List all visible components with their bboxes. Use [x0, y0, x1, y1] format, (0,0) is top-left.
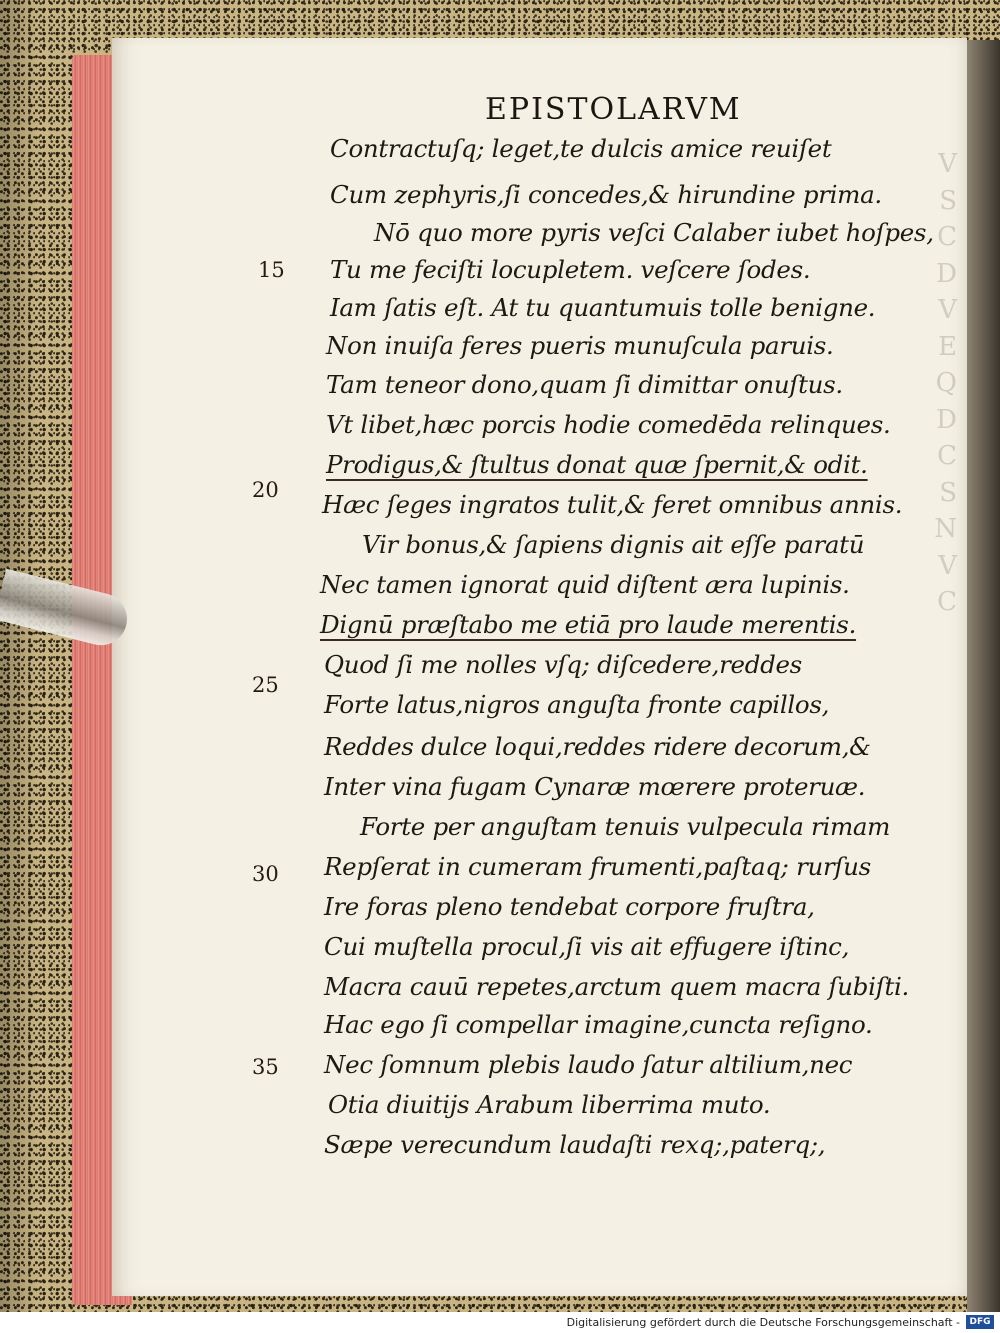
- bleed-through-letter: Q: [935, 368, 957, 398]
- verse-line: Contractuſq; leget,te dulcis amice reuiſet: [330, 134, 832, 163]
- verse-line: Reddes dulce loqui,reddes ridere decorum,&: [324, 732, 871, 761]
- line-number: 30: [252, 862, 279, 886]
- verse-line: Tu me feciſti locupletem. veſcere ſodes.: [330, 255, 811, 284]
- bleed-through-letter: C: [937, 441, 957, 471]
- bleed-through-letter: N: [934, 514, 957, 544]
- bleed-through-letter: V: [938, 149, 957, 179]
- bleed-through-letter: D: [936, 258, 957, 289]
- dfg-logo: DFG: [966, 1315, 994, 1329]
- line-number: 25: [252, 673, 279, 697]
- verse-line: Nō quo more pyris veſci Calaber iubet hoſpes,: [374, 218, 934, 247]
- bleed-through-letter: S: [939, 185, 957, 216]
- verse-line: Cum zephyris,ſi concedes,& hirundine prima.: [330, 180, 882, 209]
- verse-line: Dignū præſtabo me etiā pro laude merentis.: [320, 610, 857, 639]
- verse-line: Prodigus,& ſtultus donat quæ ſpernit,& odit.: [326, 450, 868, 479]
- bleed-through-letter: C: [937, 222, 957, 252]
- verse-line: Inter vina fugam Cynaræ mœrere proteruæ.: [324, 772, 866, 801]
- verse-line: Cui muſtella procul,ſi vis ait effugere iſtinc,: [324, 932, 850, 961]
- verse-line: Nec tamen ignorat quid diſtent æra lupinis.: [320, 570, 850, 599]
- verse-line: Otia diuitijs Arabum liberrima muto.: [328, 1090, 771, 1119]
- bleed-through-letter: D: [936, 404, 957, 435]
- verse-line: Vir bonus,& ſapiens dignis ait eſſe paratū: [362, 530, 865, 559]
- spine-shadow: [0, 0, 40, 1312]
- line-number: 20: [252, 478, 279, 502]
- verse-line: Nec ſomnum plebis laudo ſatur altilium,nec: [324, 1050, 853, 1079]
- bleed-through-letter: E: [938, 331, 957, 362]
- verse-line: Hæc ſeges ingratos tulit,& feret omnibus annis.: [322, 490, 903, 519]
- verse-line: Repſerat in cumeram frumenti,paſtaq; rurſus: [324, 852, 871, 881]
- verse-line: Forte per anguſtam tenuis vulpecula rimam: [360, 812, 891, 841]
- line-number: 15: [258, 258, 285, 282]
- bleed-through-letter: S: [939, 477, 957, 508]
- verse-line: Hac ego ſi compellar imagine,cuncta reſigno.: [324, 1010, 873, 1039]
- verse-line: Non inuiſa feres pueris munuſcula paruis.: [326, 331, 834, 360]
- verse-line: Forte latus,nigros anguſta fronte capillos,: [324, 690, 830, 719]
- verse-line: Iam ſatis eſt. At tu quantumuis tolle benigne.: [330, 293, 876, 322]
- line-number: 35: [252, 1055, 279, 1079]
- bleed-through-letter: V: [938, 295, 957, 325]
- verse-line: Vt libet,hæc porcis hodie comedēda relinques.: [326, 410, 891, 439]
- bleed-through-letter: V: [938, 550, 957, 581]
- verse-line: Quod ſi me nolles vſq; diſcedere,reddes: [324, 650, 802, 679]
- bleed-through-letter: C: [937, 587, 957, 617]
- footer-credit: Digitalisierung gefördert durch die Deutsche Forschungsgemeinschaft -: [566, 1316, 960, 1329]
- verse-line: Tam teneor dono,quam ſi dimittar onuſtus.: [326, 370, 843, 399]
- running-head: EPISTOLARVM: [485, 92, 742, 127]
- verse-line: Macra cauū repetes,arctum quem macra ſubiſti.: [324, 972, 910, 1001]
- facing-page-edge: [967, 40, 1000, 1312]
- verse-line: Ire foras pleno tendebat corpore fruſtra,: [324, 892, 815, 921]
- verse-line: Sæpe verecundum laudaſti rexq;,paterq;,: [324, 1130, 826, 1159]
